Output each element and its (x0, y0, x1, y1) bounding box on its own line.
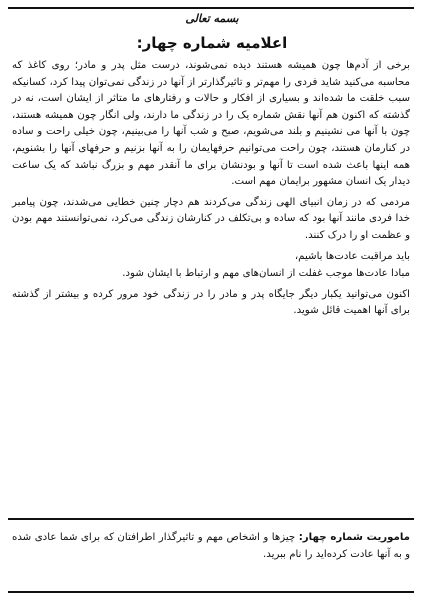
mission-label: ماموریت شماره چهار: (298, 532, 410, 543)
paragraph-now: اکنون می‌توانید یکبار دیگر جایگاه پدر و مادر را در زندگی خود مرور کرده و بیشتر از گذشته برای آنها اهمیت قائل شوید. (12, 288, 410, 317)
mission-section (12, 530, 410, 563)
section-divider (8, 518, 414, 520)
announcement-body (12, 58, 410, 324)
paragraph-habits: باید مراقبت عادت‌ها باشیم، (294, 250, 410, 262)
paragraph-prophets: مردمی که در زمان انبیای الهی زندگی می‌کردند هم دچار چنین خطایی می‌شدند، چون پیامبر خدا فردی مانند آنها بود که ساده و بی‌تکلف در کنارشان زندگی می‌کرد، نمی‌توانستند مهم بودن و عظمت او را درک کنند. (12, 196, 410, 241)
paragraph-warning: مبادا عادت‌ها موجب غفلت از انسان‌های مهم و ارتباط با ایشان شود. (122, 268, 410, 280)
mission-text: چیزها و اشخاص مهم و تاثیرگذار اطرافتان که برای شما عادی شده و به آنها عادت کرده‌اید را نام ببرید. (12, 532, 410, 560)
bismillah-heading: بسمه تعالی (185, 12, 239, 25)
announcement-title: اعلامیه شماره چهار: (136, 34, 288, 52)
paragraph-parents: برخی از آدم‌ها چون همیشه هستند دیده نمی‌شوند، درست مثل پدر و مادر؛ روی کاغذ که محاسبه می‌کنید شاید فردی را مهم‌تر و تاثیرگذارتر از آنها در زندگی نمی‌توان پیدا کرد، کسانیکه سبب خلقت ما شده‌اند و بسیاری از افکار و حالات و رفتارهای ما متاثر از ایشان است، نه در گذشته که اکنون هم آنها نقش شماره یک را در زندگی ما دارند، ولی انگار چون همیشه هستند، چون با آنها می نشینیم و بلند می‌شویم، صبح و شب آنها را می‌بینیم، چون خیلی راحت و ساده در کنارمان هستند، چون راحت می‌توانیم حرفهایمان را به آنها بزنیم و حرفهای آنها را بشنویم، همه اینها باعث شده است تا آنها و بودنشان برای ما آنقدر مهم و بزرگ نباشد که یک ساعت دیدار یک انسان مشهور برایمان مهم است. (12, 60, 410, 188)
